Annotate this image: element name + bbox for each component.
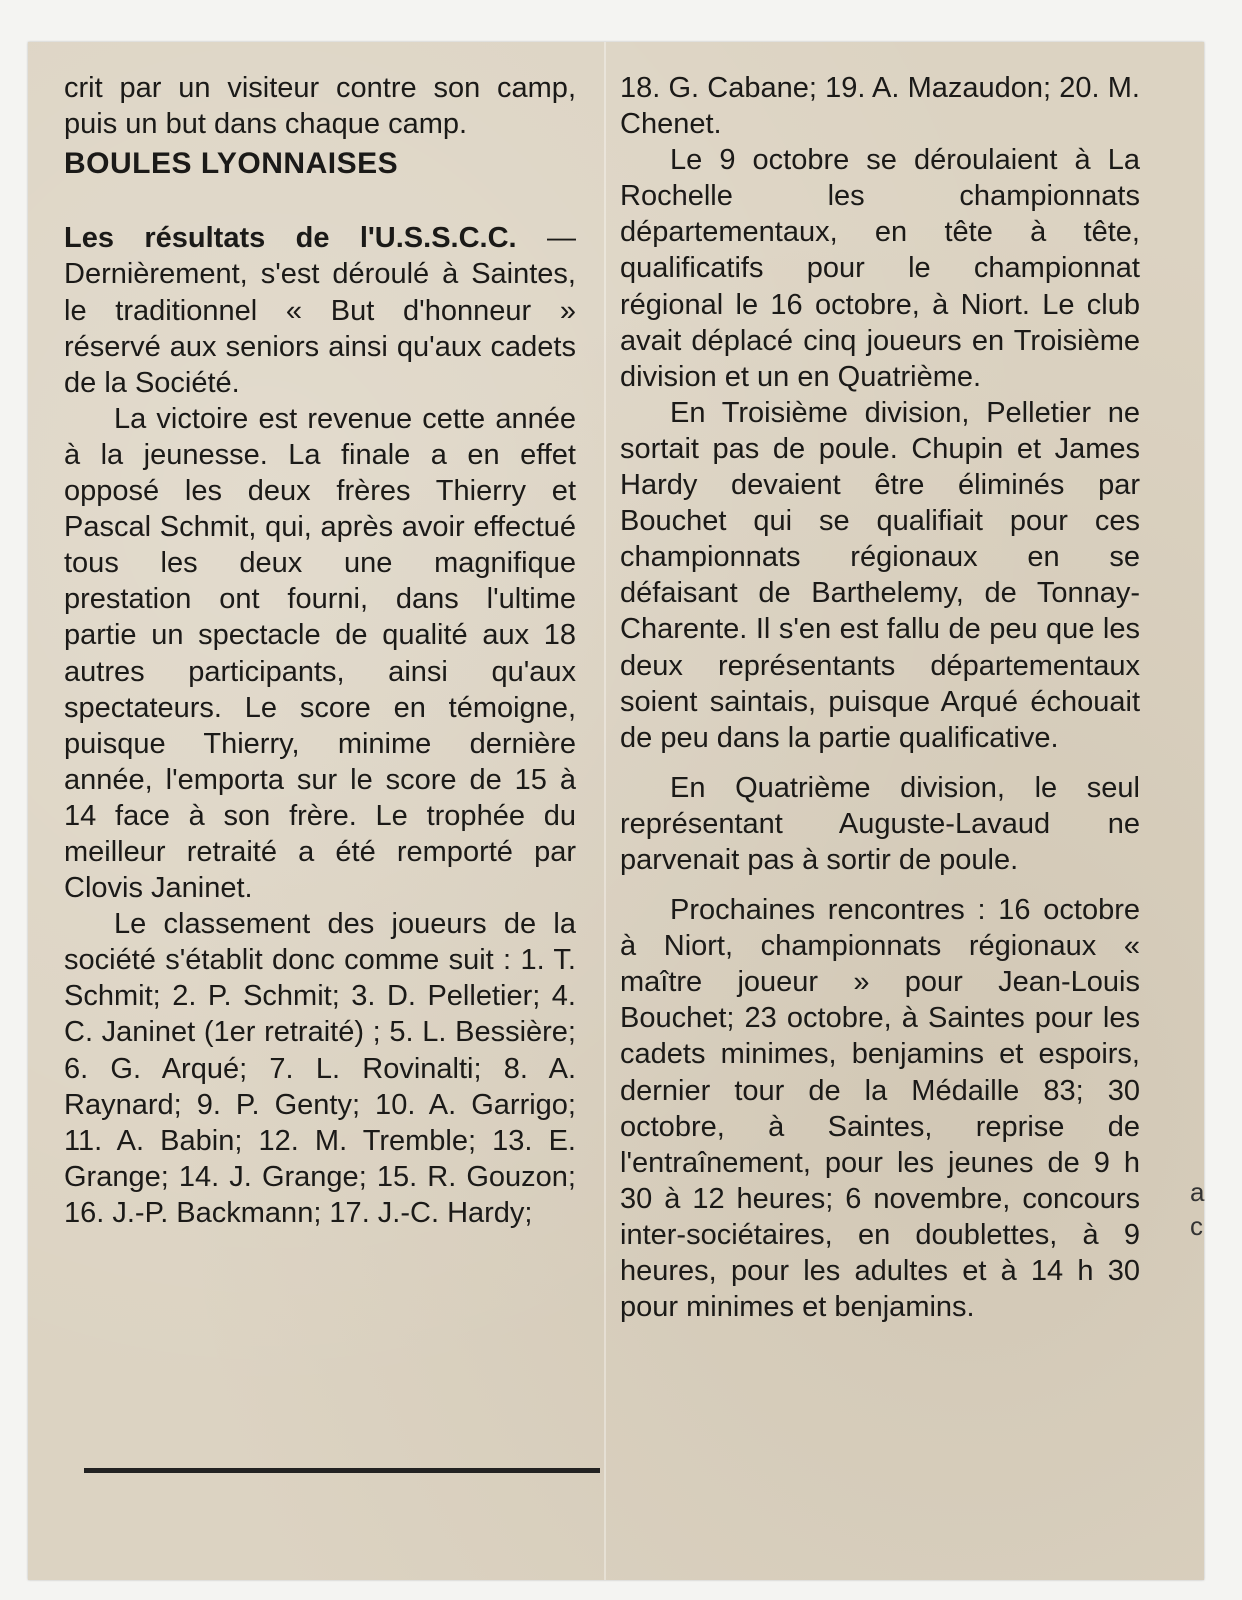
upcoming-events-paragraph: Prochaines rencontres : 16 octobre à Niort, championnats régionaux « maître joueur » pour Jean-Louis Bouchet; 23 octobre, à Saintes pour les cadets minimes, benjamins et espoirs, dernier tour de la Médaille 83; 30 octobre, à Saintes, reprise de l'entraînement, pour les jeunes de 9 h 30 à 12 heures; 6 novembre, concours inter-sociétaires, en doublettes, à 9 heures, pour les adultes et à 14 h 30 pour minimes et benjamins. [620,894,1140,1324]
opening-paragraph: crit par un visiteur contre son camp, puis un but dans chaque camp. [64,72,576,141]
intro-paragraph [64,184,576,220]
left-column [64,70,576,1231]
column-end-rule [84,1468,600,1473]
fourth-division-paragraph: En Quatrième division, le seul représentant Auguste-Lavaud ne parvenait pas à sortir de poule. [620,771,1140,876]
intro-text: — Dernièrement, s'est déroulé à Saintes, le traditionnel « But d'honneur » réservé aux seniors ainsi qu'aux cadets de la Société. [64,222,576,399]
article-subheading: Les résultats de l'U.S.S.C.C. [64,222,517,255]
torn-edge-fragment: a c [1190,1177,1205,1241]
ranking-continued: 18. G. Cabane; 19. A. Mazaudon; 20. M. Chenet. [620,72,1140,141]
newspaper-clipping [28,42,1204,1580]
ranking-paragraph: Le classement des joueurs de la société s'établit donc comme suit : 1. T. Schmit; 2. P. Schmit; 3. D. Pelletier; 4. C. Janinet (1er retraité) ; 5. L. Bessière; 6. G. Arqué; 7. L. Rovinalti; 8. A. Raynard; 9. P. Genty; 10. A. Garrigo; 11. A. Babin; 12. M. Tremble; 13. E. Grange; 14. J. Grange; 15. R. Gouzon; 16. J.-P. Backmann; 17. J.-C. Hardy; [64,908,576,1229]
third-division-paragraph: En Troisième division, Pelletier ne sortait pas de poule. Chupin et James Hardy devaient être éliminés par Bouchet qui se qualifiait pour ces championnats régionaux en se défaisant de Barthelemy, de Tonnay-Charente. Il s'en est fallu de peu que les deux représentants départementaux soient saintais, puisque Arqué échouait de peu dans la partie qualificative. [620,396,1140,754]
championships-paragraph: Le 9 octobre se déroulaient à La Rochelle les championnats départementaux, en tête à tête, qualificatifs pour le championnat régional le 16 octobre, à Niort. Le club avait déplacé cinq joueurs en Troisième division et un en Quatrième. [620,144,1140,393]
victory-paragraph: La victoire est revenue cette année à la jeunesse. La finale a en effet opposé les deux frères Thierry et Pascal Schmit, qui, après avoir effectué tous les deux une magnifique prestation ont fourni, dans l'ultime partie un spectacle de qualité aux 18 autres participants, ainsi qu'aux spectateurs. Le score en témoigne, puisque Thierry, minime dernière année, l'emporta sur le score de 15 à 14 face à son frère. Le trophée du meilleur retraité a été remporté par Clovis Janinet. [64,402,576,905]
right-column [620,70,1140,1325]
section-heading: BOULES LYONNAISES [64,147,399,181]
